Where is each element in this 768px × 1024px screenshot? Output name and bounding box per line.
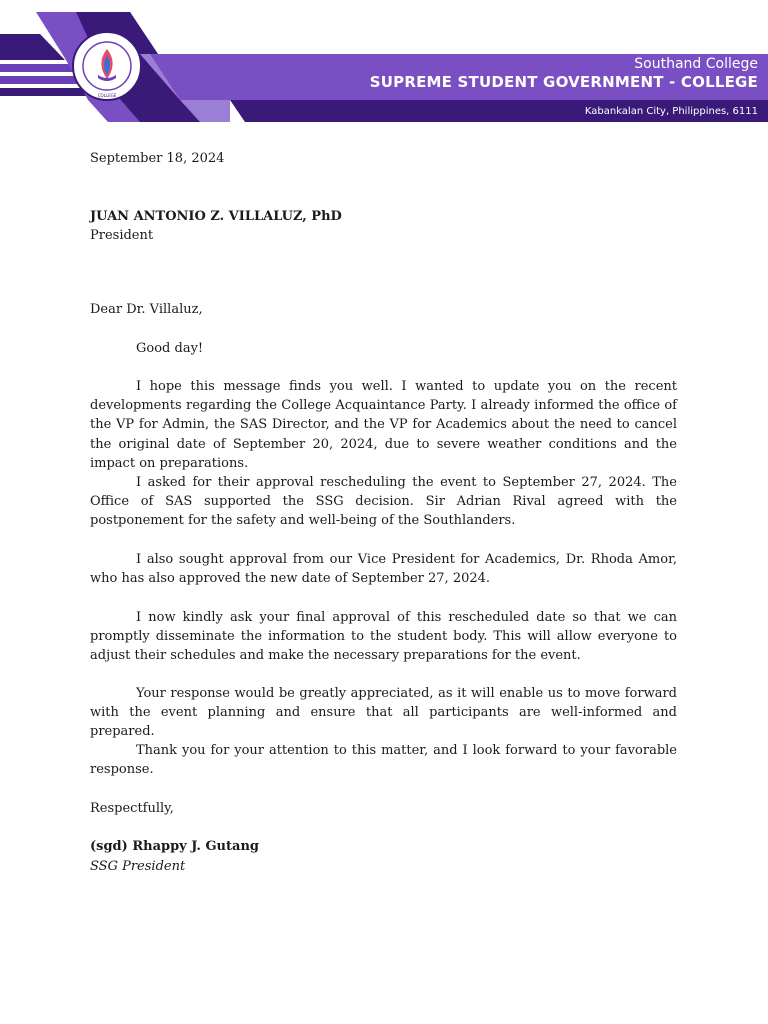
paragraph-6: Thank you for your attention to this matter, and I look forward to your favorable response. xyxy=(90,743,677,778)
letter-date: September 18, 2024 xyxy=(90,151,225,166)
signatory-title: SSG President xyxy=(90,859,186,874)
school-name: Southand College xyxy=(634,56,758,72)
recipient-name: JUAN ANTONIO Z. VILLALUZ, PhD xyxy=(90,209,342,224)
greeting: Good day! xyxy=(136,341,204,356)
address: Kabankalan City, Philippines, 6111 xyxy=(584,106,758,117)
paragraph-2: I asked for their approval rescheduling the event to September 27, 2024. The Office of SAS supported the SSG decision. Sir Adrian Rival agreed with the postponement for the safety and well-being of the Southlanders. xyxy=(90,475,677,529)
paragraph-3: I also sought approval from our Vice President for Academics, Dr. Rhoda Amor, who has also approved the new date of September 27, 2024. xyxy=(90,552,677,587)
ssg-seal-logo xyxy=(72,31,142,101)
letterhead xyxy=(0,0,768,130)
closing: Respectfully, xyxy=(90,801,174,816)
recipient-title: President xyxy=(90,228,154,243)
paragraph-1: I hope this message finds you well. I wanted to update you on the recent developments regarding the College Acquaintance Party. I already informed the office of the VP for Admin, the SAS Director, and the VP for Academics about the need to cancel the original date of September 20, 2024, due to severe weather conditions and the impact on preparations. xyxy=(90,379,677,471)
paragraph-5: Your response would be greatly appreciated, as it will enable us to move forward with the event planning and ensure that all participants are well-informed and prepared. xyxy=(90,686,677,740)
organization-name: SUPREME STUDENT GOVERNMENT - COLLEGE xyxy=(369,73,758,91)
paragraph-4: I now kindly ask your final approval of this rescheduled date so that we can promptly disseminate the information to the student body. This will allow everyone to adjust their schedules and make the necessary preparations for the event. xyxy=(90,610,677,664)
svg-text:COLLEGE: COLLEGE xyxy=(97,93,117,98)
salutation: Dear Dr. Villaluz, xyxy=(90,302,203,317)
signatory-name: (sgd) Rhappy J. Gutang xyxy=(90,839,259,854)
